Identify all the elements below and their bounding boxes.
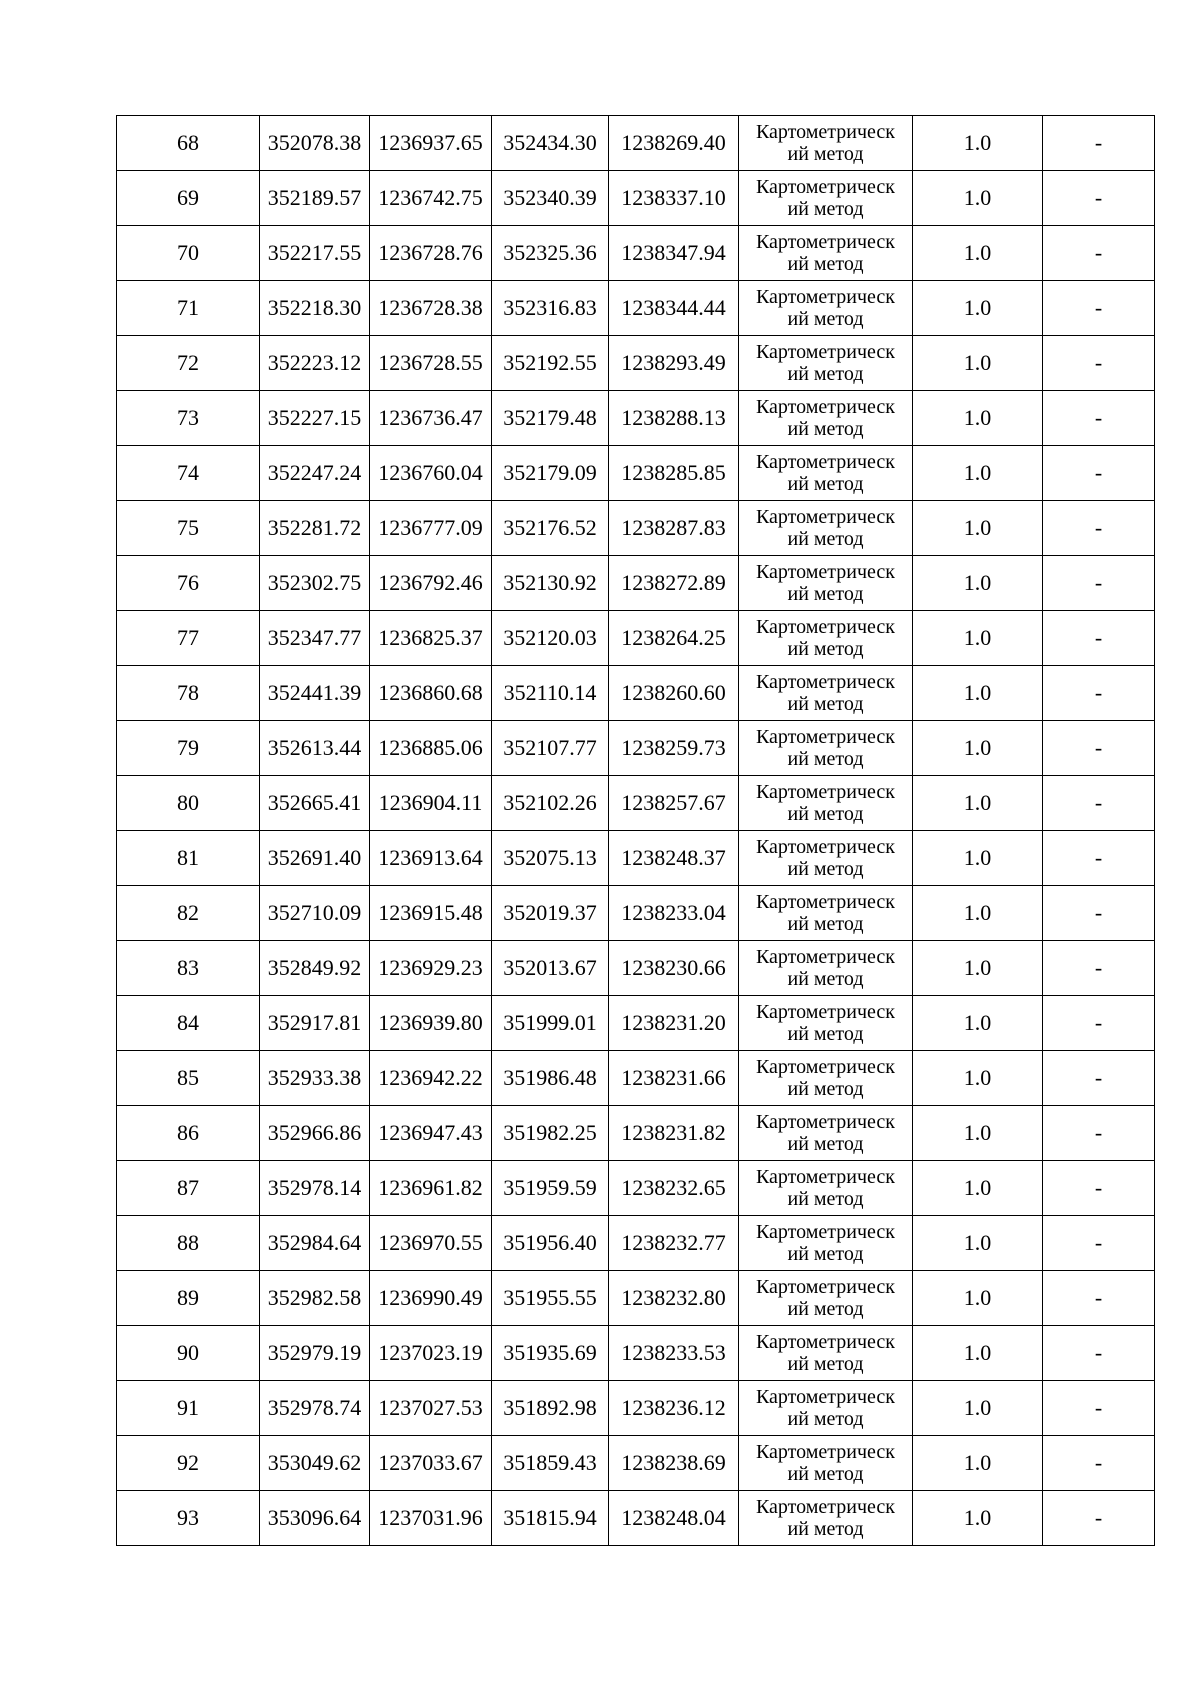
method-cell (739, 226, 913, 281)
method-text-line-1: Картометрическ (755, 1331, 896, 1353)
note-cell: - (1043, 116, 1155, 171)
x-coordinate-cell: 352247.24 (260, 446, 370, 501)
method-text-line-2: ий метод (787, 693, 864, 715)
method-text-line-1: Картометрическ (755, 451, 896, 473)
y2-coordinate-cell: 1238230.66 (609, 941, 739, 996)
method-text-line-2: ий метод (787, 748, 864, 770)
method-cell (739, 1106, 913, 1161)
table-row (117, 831, 1155, 886)
note-cell: - (1043, 886, 1155, 941)
x2-coordinate-cell: 352434.30 (492, 116, 609, 171)
accuracy-cell: 1.0 (913, 446, 1043, 501)
x2-coordinate-cell: 352110.14 (492, 666, 609, 721)
method-cell (739, 391, 913, 446)
method-text-line-1: Картометрическ (755, 231, 896, 253)
y2-coordinate-cell: 1238272.89 (609, 556, 739, 611)
table-row (117, 886, 1155, 941)
note-cell: - (1043, 831, 1155, 886)
point-number-cell: 82 (117, 886, 260, 941)
table-body (117, 116, 1155, 1546)
x-coordinate-cell: 352441.39 (260, 666, 370, 721)
method-cell (739, 1326, 913, 1381)
method-cell (739, 556, 913, 611)
y-coordinate-cell: 1237023.19 (370, 1326, 492, 1381)
method-text-line-2: ий метод (787, 1023, 864, 1045)
y2-coordinate-cell: 1238257.67 (609, 776, 739, 831)
accuracy-cell: 1.0 (913, 666, 1043, 721)
y-coordinate-cell: 1236760.04 (370, 446, 492, 501)
method-cell (739, 666, 913, 721)
x2-coordinate-cell: 352120.03 (492, 611, 609, 666)
y2-coordinate-cell: 1238264.25 (609, 611, 739, 666)
y-coordinate-cell: 1237033.67 (370, 1436, 492, 1491)
table-row (117, 721, 1155, 776)
method-text-line-1: Картометрическ (755, 1056, 896, 1078)
method-cell (739, 171, 913, 226)
method-cell (739, 336, 913, 391)
x2-coordinate-cell: 351986.48 (492, 1051, 609, 1106)
note-cell: - (1043, 226, 1155, 281)
method-text-line-1: Картометрическ (755, 176, 896, 198)
y-coordinate-cell: 1236970.55 (370, 1216, 492, 1271)
method-text-line-1: Картометрическ (755, 781, 896, 803)
method-text-line-2: ий метод (787, 308, 864, 330)
method-text-line-1: Картометрическ (755, 1386, 896, 1408)
table-row (117, 1051, 1155, 1106)
y-coordinate-cell: 1236947.43 (370, 1106, 492, 1161)
table-row (117, 1436, 1155, 1491)
point-number-cell: 87 (117, 1161, 260, 1216)
x-coordinate-cell: 352227.15 (260, 391, 370, 446)
method-text-line-2: ий метод (787, 858, 864, 880)
y-coordinate-cell: 1237027.53 (370, 1381, 492, 1436)
x2-coordinate-cell: 352316.83 (492, 281, 609, 336)
x2-coordinate-cell: 351892.98 (492, 1381, 609, 1436)
method-text-line-1: Картометрическ (755, 1166, 896, 1188)
x-coordinate-cell: 352217.55 (260, 226, 370, 281)
accuracy-cell: 1.0 (913, 501, 1043, 556)
y-coordinate-cell: 1236913.64 (370, 831, 492, 886)
accuracy-cell: 1.0 (913, 556, 1043, 611)
method-text-line-1: Картометрическ (755, 891, 896, 913)
x-coordinate-cell: 352966.86 (260, 1106, 370, 1161)
coordinates-table (116, 115, 1155, 1546)
accuracy-cell: 1.0 (913, 1491, 1043, 1546)
y-coordinate-cell: 1236961.82 (370, 1161, 492, 1216)
method-text-line-1: Картометрическ (755, 286, 896, 308)
point-number-cell: 72 (117, 336, 260, 391)
method-cell (739, 776, 913, 831)
method-text-line-2: ий метод (787, 198, 864, 220)
table-row (117, 226, 1155, 281)
method-cell (739, 996, 913, 1051)
method-text-line-1: Картометрическ (755, 506, 896, 528)
y2-coordinate-cell: 1238232.80 (609, 1271, 739, 1326)
y-coordinate-cell: 1236915.48 (370, 886, 492, 941)
table-row (117, 941, 1155, 996)
x2-coordinate-cell: 352325.36 (492, 226, 609, 281)
x2-coordinate-cell: 351815.94 (492, 1491, 609, 1546)
accuracy-cell: 1.0 (913, 831, 1043, 886)
y2-coordinate-cell: 1238260.60 (609, 666, 739, 721)
x2-coordinate-cell: 351982.25 (492, 1106, 609, 1161)
y2-coordinate-cell: 1238231.66 (609, 1051, 739, 1106)
point-number-cell: 71 (117, 281, 260, 336)
x-coordinate-cell: 352691.40 (260, 831, 370, 886)
point-number-cell: 73 (117, 391, 260, 446)
y2-coordinate-cell: 1238259.73 (609, 721, 739, 776)
method-text-line-1: Картометрическ (755, 1276, 896, 1298)
method-cell (739, 721, 913, 776)
x2-coordinate-cell: 351859.43 (492, 1436, 609, 1491)
method-text-line-2: ий метод (787, 1078, 864, 1100)
method-text-line-1: Картометрическ (755, 561, 896, 583)
y-coordinate-cell: 1236742.75 (370, 171, 492, 226)
note-cell: - (1043, 666, 1155, 721)
table-row (117, 611, 1155, 666)
y-coordinate-cell: 1236937.65 (370, 116, 492, 171)
point-number-cell: 93 (117, 1491, 260, 1546)
accuracy-cell: 1.0 (913, 721, 1043, 776)
accuracy-cell: 1.0 (913, 171, 1043, 226)
point-number-cell: 76 (117, 556, 260, 611)
x2-coordinate-cell: 352340.39 (492, 171, 609, 226)
y-coordinate-cell: 1236728.38 (370, 281, 492, 336)
point-number-cell: 74 (117, 446, 260, 501)
method-cell (739, 281, 913, 336)
method-text-line-1: Картометрическ (755, 616, 896, 638)
table-row (117, 336, 1155, 391)
method-text-line-1: Картометрическ (755, 1441, 896, 1463)
point-number-cell: 69 (117, 171, 260, 226)
table-row (117, 391, 1155, 446)
note-cell: - (1043, 281, 1155, 336)
note-cell: - (1043, 1161, 1155, 1216)
x-coordinate-cell: 352978.14 (260, 1161, 370, 1216)
note-cell: - (1043, 1216, 1155, 1271)
y-coordinate-cell: 1236904.11 (370, 776, 492, 831)
accuracy-cell: 1.0 (913, 1106, 1043, 1161)
note-cell: - (1043, 611, 1155, 666)
method-cell (739, 446, 913, 501)
accuracy-cell: 1.0 (913, 1326, 1043, 1381)
point-number-cell: 85 (117, 1051, 260, 1106)
x-coordinate-cell: 352984.64 (260, 1216, 370, 1271)
method-cell (739, 1491, 913, 1546)
point-number-cell: 80 (117, 776, 260, 831)
y2-coordinate-cell: 1238347.94 (609, 226, 739, 281)
method-cell (739, 831, 913, 886)
point-number-cell: 84 (117, 996, 260, 1051)
y2-coordinate-cell: 1238231.20 (609, 996, 739, 1051)
method-text-line-1: Картометрическ (755, 396, 896, 418)
note-cell: - (1043, 996, 1155, 1051)
method-cell (739, 116, 913, 171)
method-text-line-2: ий метод (787, 1188, 864, 1210)
y-coordinate-cell: 1236728.76 (370, 226, 492, 281)
y2-coordinate-cell: 1238269.40 (609, 116, 739, 171)
note-cell: - (1043, 336, 1155, 391)
x2-coordinate-cell: 352107.77 (492, 721, 609, 776)
method-text-line-2: ий метод (787, 363, 864, 385)
accuracy-cell: 1.0 (913, 1436, 1043, 1491)
method-text-line-1: Картометрическ (755, 1111, 896, 1133)
x2-coordinate-cell: 351955.55 (492, 1271, 609, 1326)
x-coordinate-cell: 352347.77 (260, 611, 370, 666)
y2-coordinate-cell: 1238232.65 (609, 1161, 739, 1216)
y-coordinate-cell: 1236990.49 (370, 1271, 492, 1326)
y-coordinate-cell: 1236736.47 (370, 391, 492, 446)
x-coordinate-cell: 352613.44 (260, 721, 370, 776)
y2-coordinate-cell: 1238248.37 (609, 831, 739, 886)
method-text-line-2: ий метод (787, 583, 864, 605)
table-row (117, 1271, 1155, 1326)
y2-coordinate-cell: 1238232.77 (609, 1216, 739, 1271)
point-number-cell: 86 (117, 1106, 260, 1161)
y-coordinate-cell: 1236825.37 (370, 611, 492, 666)
point-number-cell: 81 (117, 831, 260, 886)
accuracy-cell: 1.0 (913, 116, 1043, 171)
x-coordinate-cell: 352302.75 (260, 556, 370, 611)
note-cell: - (1043, 1051, 1155, 1106)
y-coordinate-cell: 1236728.55 (370, 336, 492, 391)
table-row (117, 1381, 1155, 1436)
method-text-line-2: ий метод (787, 473, 864, 495)
x-coordinate-cell: 352710.09 (260, 886, 370, 941)
x-coordinate-cell: 352665.41 (260, 776, 370, 831)
x2-coordinate-cell: 352013.67 (492, 941, 609, 996)
y-coordinate-cell: 1237031.96 (370, 1491, 492, 1546)
method-text-line-1: Картометрическ (755, 946, 896, 968)
x2-coordinate-cell: 351959.59 (492, 1161, 609, 1216)
method-cell (739, 1271, 913, 1326)
x-coordinate-cell: 352933.38 (260, 1051, 370, 1106)
y-coordinate-cell: 1236929.23 (370, 941, 492, 996)
point-number-cell: 91 (117, 1381, 260, 1436)
method-text-line-1: Картометрическ (755, 836, 896, 858)
y-coordinate-cell: 1236885.06 (370, 721, 492, 776)
x-coordinate-cell: 352982.58 (260, 1271, 370, 1326)
accuracy-cell: 1.0 (913, 226, 1043, 281)
note-cell: - (1043, 446, 1155, 501)
accuracy-cell: 1.0 (913, 886, 1043, 941)
point-number-cell: 83 (117, 941, 260, 996)
method-cell (739, 1216, 913, 1271)
note-cell: - (1043, 1326, 1155, 1381)
x2-coordinate-cell: 352130.92 (492, 556, 609, 611)
accuracy-cell: 1.0 (913, 996, 1043, 1051)
point-number-cell: 75 (117, 501, 260, 556)
accuracy-cell: 1.0 (913, 611, 1043, 666)
y2-coordinate-cell: 1238344.44 (609, 281, 739, 336)
x-coordinate-cell: 352078.38 (260, 116, 370, 171)
x2-coordinate-cell: 352192.55 (492, 336, 609, 391)
note-cell: - (1043, 556, 1155, 611)
method-text-line-1: Картометрическ (755, 121, 896, 143)
method-text-line-2: ий метод (787, 528, 864, 550)
y2-coordinate-cell: 1238233.04 (609, 886, 739, 941)
accuracy-cell: 1.0 (913, 1271, 1043, 1326)
method-text-line-1: Картометрическ (755, 1001, 896, 1023)
method-cell (739, 1051, 913, 1106)
note-cell: - (1043, 1271, 1155, 1326)
x2-coordinate-cell: 352176.52 (492, 501, 609, 556)
accuracy-cell: 1.0 (913, 1161, 1043, 1216)
method-cell (739, 886, 913, 941)
note-cell: - (1043, 941, 1155, 996)
x-coordinate-cell: 352223.12 (260, 336, 370, 391)
accuracy-cell: 1.0 (913, 336, 1043, 391)
accuracy-cell: 1.0 (913, 1381, 1043, 1436)
x2-coordinate-cell: 352102.26 (492, 776, 609, 831)
x-coordinate-cell: 352218.30 (260, 281, 370, 336)
y2-coordinate-cell: 1238231.82 (609, 1106, 739, 1161)
y-coordinate-cell: 1236939.80 (370, 996, 492, 1051)
point-number-cell: 90 (117, 1326, 260, 1381)
x2-coordinate-cell: 352179.48 (492, 391, 609, 446)
accuracy-cell: 1.0 (913, 941, 1043, 996)
method-text-line-2: ий метод (787, 1243, 864, 1265)
table-row (117, 776, 1155, 831)
x-coordinate-cell: 352979.19 (260, 1326, 370, 1381)
accuracy-cell: 1.0 (913, 776, 1043, 831)
y-coordinate-cell: 1236777.09 (370, 501, 492, 556)
x2-coordinate-cell: 352179.09 (492, 446, 609, 501)
point-number-cell: 70 (117, 226, 260, 281)
note-cell: - (1043, 1106, 1155, 1161)
y-coordinate-cell: 1236860.68 (370, 666, 492, 721)
y2-coordinate-cell: 1238293.49 (609, 336, 739, 391)
table-row (117, 1106, 1155, 1161)
y2-coordinate-cell: 1238285.85 (609, 446, 739, 501)
method-cell (739, 611, 913, 666)
note-cell: - (1043, 501, 1155, 556)
point-number-cell: 68 (117, 116, 260, 171)
table-row (117, 1161, 1155, 1216)
note-cell: - (1043, 391, 1155, 446)
table-row (117, 1216, 1155, 1271)
x2-coordinate-cell: 352075.13 (492, 831, 609, 886)
method-cell (739, 941, 913, 996)
x2-coordinate-cell: 351999.01 (492, 996, 609, 1051)
y-coordinate-cell: 1236942.22 (370, 1051, 492, 1106)
note-cell: - (1043, 721, 1155, 776)
x-coordinate-cell: 352978.74 (260, 1381, 370, 1436)
point-number-cell: 79 (117, 721, 260, 776)
accuracy-cell: 1.0 (913, 281, 1043, 336)
point-number-cell: 92 (117, 1436, 260, 1491)
x2-coordinate-cell: 351935.69 (492, 1326, 609, 1381)
table-row (117, 996, 1155, 1051)
table-row (117, 1326, 1155, 1381)
method-text-line-2: ий метод (787, 253, 864, 275)
method-text-line-1: Картометрическ (755, 341, 896, 363)
y2-coordinate-cell: 1238288.13 (609, 391, 739, 446)
method-text-line-2: ий метод (787, 143, 864, 165)
x-coordinate-cell: 353049.62 (260, 1436, 370, 1491)
y2-coordinate-cell: 1238287.83 (609, 501, 739, 556)
table-row (117, 1491, 1155, 1546)
x2-coordinate-cell: 351956.40 (492, 1216, 609, 1271)
note-cell: - (1043, 776, 1155, 831)
x-coordinate-cell: 352917.81 (260, 996, 370, 1051)
point-number-cell: 89 (117, 1271, 260, 1326)
note-cell: - (1043, 1381, 1155, 1436)
table-row (117, 116, 1155, 171)
accuracy-cell: 1.0 (913, 391, 1043, 446)
point-number-cell: 78 (117, 666, 260, 721)
point-number-cell: 77 (117, 611, 260, 666)
table-row (117, 501, 1155, 556)
accuracy-cell: 1.0 (913, 1216, 1043, 1271)
method-text-line-2: ий метод (787, 418, 864, 440)
point-number-cell: 88 (117, 1216, 260, 1271)
method-text-line-2: ий метод (787, 638, 864, 660)
method-text-line-1: Картометрическ (755, 1221, 896, 1243)
method-text-line-2: ий метод (787, 1518, 864, 1540)
accuracy-cell: 1.0 (913, 1051, 1043, 1106)
method-text-line-2: ий метод (787, 1408, 864, 1430)
method-text-line-1: Картометрическ (755, 726, 896, 748)
table-row (117, 446, 1155, 501)
method-text-line-2: ий метод (787, 913, 864, 935)
x-coordinate-cell: 352849.92 (260, 941, 370, 996)
table-row (117, 171, 1155, 226)
method-cell (739, 1161, 913, 1216)
method-text-line-2: ий метод (787, 1353, 864, 1375)
method-text-line-1: Картометрическ (755, 1496, 896, 1518)
y-coordinate-cell: 1236792.46 (370, 556, 492, 611)
y2-coordinate-cell: 1238238.69 (609, 1436, 739, 1491)
method-cell (739, 501, 913, 556)
method-text-line-2: ий метод (787, 1133, 864, 1155)
x2-coordinate-cell: 352019.37 (492, 886, 609, 941)
note-cell: - (1043, 1436, 1155, 1491)
y2-coordinate-cell: 1238337.10 (609, 171, 739, 226)
method-text-line-2: ий метод (787, 803, 864, 825)
y2-coordinate-cell: 1238248.04 (609, 1491, 739, 1546)
x-coordinate-cell: 352189.57 (260, 171, 370, 226)
y2-coordinate-cell: 1238233.53 (609, 1326, 739, 1381)
note-cell: - (1043, 171, 1155, 226)
method-text-line-1: Картометрическ (755, 671, 896, 693)
x-coordinate-cell: 352281.72 (260, 501, 370, 556)
table-row (117, 666, 1155, 721)
table-row (117, 556, 1155, 611)
table-row (117, 281, 1155, 336)
method-cell (739, 1381, 913, 1436)
y2-coordinate-cell: 1238236.12 (609, 1381, 739, 1436)
method-text-line-2: ий метод (787, 968, 864, 990)
method-cell (739, 1436, 913, 1491)
note-cell: - (1043, 1491, 1155, 1546)
method-text-line-2: ий метод (787, 1463, 864, 1485)
x-coordinate-cell: 353096.64 (260, 1491, 370, 1546)
method-text-line-2: ий метод (787, 1298, 864, 1320)
